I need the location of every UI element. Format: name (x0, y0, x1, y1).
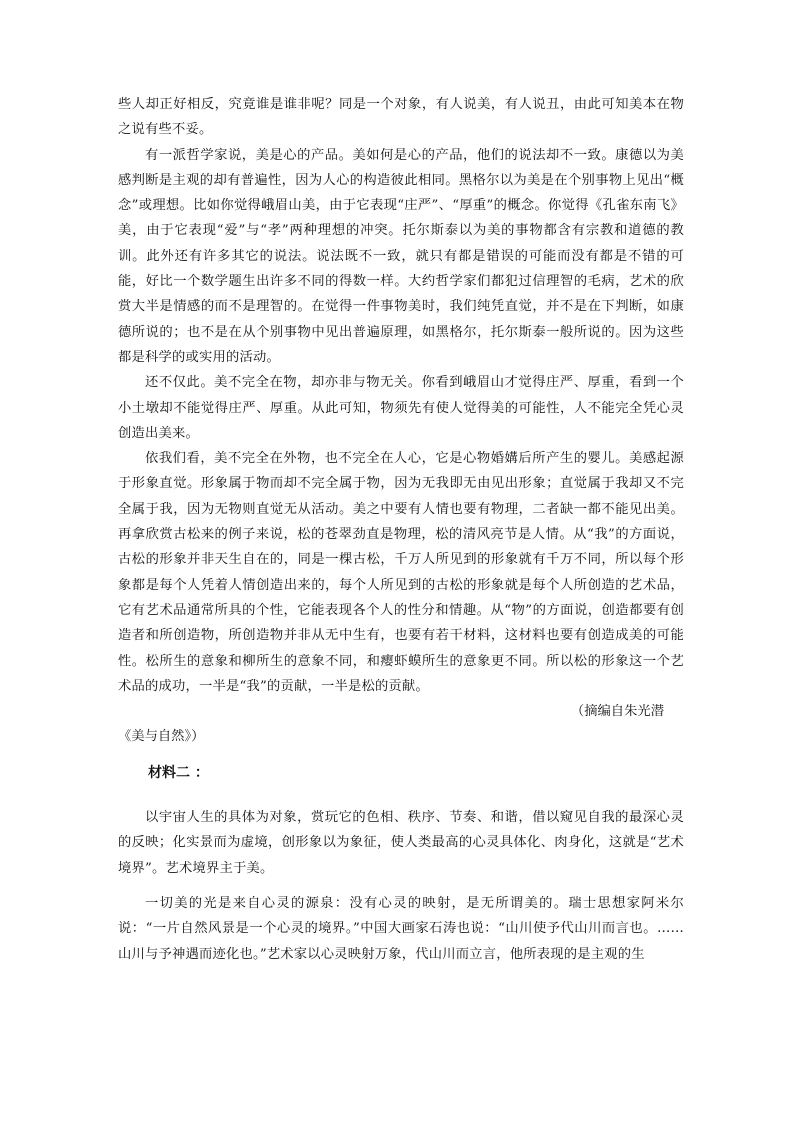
material1-paragraph-3: 还不仅此。美不完全在物，却亦非与物无关。你看到峨眉山才觉得庄严、厚重，看到一个小土墩却不能觉得庄严、厚重。从此可知，物须先有使人觉得美的可能性，人不能完全凭心灵创造出美来。 (118, 375, 684, 441)
document-page (118, 92, 684, 967)
source-citation-line-2: 《美与自然》） (118, 729, 205, 745)
source-citation-line-1: （摘编自朱光潜 (570, 704, 664, 720)
material2-paragraph-2: 一切美的光是来自心灵的源泉：没有心灵的映射，是无所谓美的。瑞士思想家阿米尔说：“一片自然风景是一个心灵的境界。”中国大画家石涛也说：“山川使予代山川而言也。……山川与予神遇而迹化也。”艺术家以心灵映射万象，代山川而立言，他所表现的是主观的生 (118, 896, 684, 962)
material1-paragraph-2: 有一派哲学家说，美是心的产品。美如何是心的产品，他们的说法却不一致。康德以为美感判断是主观的却有普遍性，因为人心的构造彼此相同。黑格尔以为美是在个别事物上见出“概念”或理想。比如你觉得峨眉山美，由于它表现“庄严”、“厚重”的概念。你觉得《孔雀东南飞》美，由于它表现“爱”与“孝”两种理想的冲突。托尔斯泰以为美的事物都含有宗教和道德的教训。此外还有许多其它的说法。说法既不一致，就只有都是错误的可能而没有都是不错的可能，好比一个数学题生出许多不同的得数一样。大约哲学家们都犯过信理智的毛病，艺术的欣赏大半是情感的而不是理智的。在觉得一件事物美时，我们纯凭直觉，并不是在下判断，如康德所说的；也不是在从个别事物中见出普遍原理，如黑格尔，托尔斯泰一般所说的。因为这些都是科学的或实用的活动。 (118, 147, 684, 365)
material1-paragraph-1: 些人却正好相反，究竟谁是谁非呢？同是一个对象，有人说美，有人说丑，由此可知美本在物之说有些不妥。 (118, 97, 684, 138)
material1-paragraph-4: 依我们看，美不完全在外物，也不完全在人心，它是心物婚媾后所产生的婴儿。美感起源于形象直觉。形象属于物而却不完全属于物，因为无我即无由见出形象；直觉属于我却又不完全属于我，因为无物则直觉无从活动。美之中要有人情也要有物理，二者缺一都不能见出美。再拿欣赏古松来的例子来说，松的苍翠劲直是物理，松的清风亮节是人情。从“我”的方面说，古松的形象并非天生自在的，同是一棵古松，千万人所见到的形象就有千万不同，所以每个形象都是每个人凭着人情创造出来的，每个人所见到的古松的形象就是每个人所创造的艺术品，它有艺术品通常所具的个性，它能表现各个人的性分和情趣。从“物”的方面说，创造都要有创造者和所创造物，所创造物并非从无中生有，也要有若干材料，这材料也要有创造成美的可能性。松所生的意象和柳所生的意象不同，和瘿虾蟆所生的意象更不同。所以松的形象这一个艺术品的成功，一半是“我”的贡献，一半是松的贡献。 (118, 451, 684, 694)
material2-paragraph-1: 以宇宙人生的具体为对象，赏玩它的色相、秩序、节奏、和谐，借以窥见自我的最深心灵的反映；化实景而为虚境，创形象以为象征，使人类最高的心灵具体化、肉身化，这就是“艺术境界”。艺术境界主于美。 (118, 810, 684, 876)
material2-heading: 材料二 ： (148, 765, 209, 782)
